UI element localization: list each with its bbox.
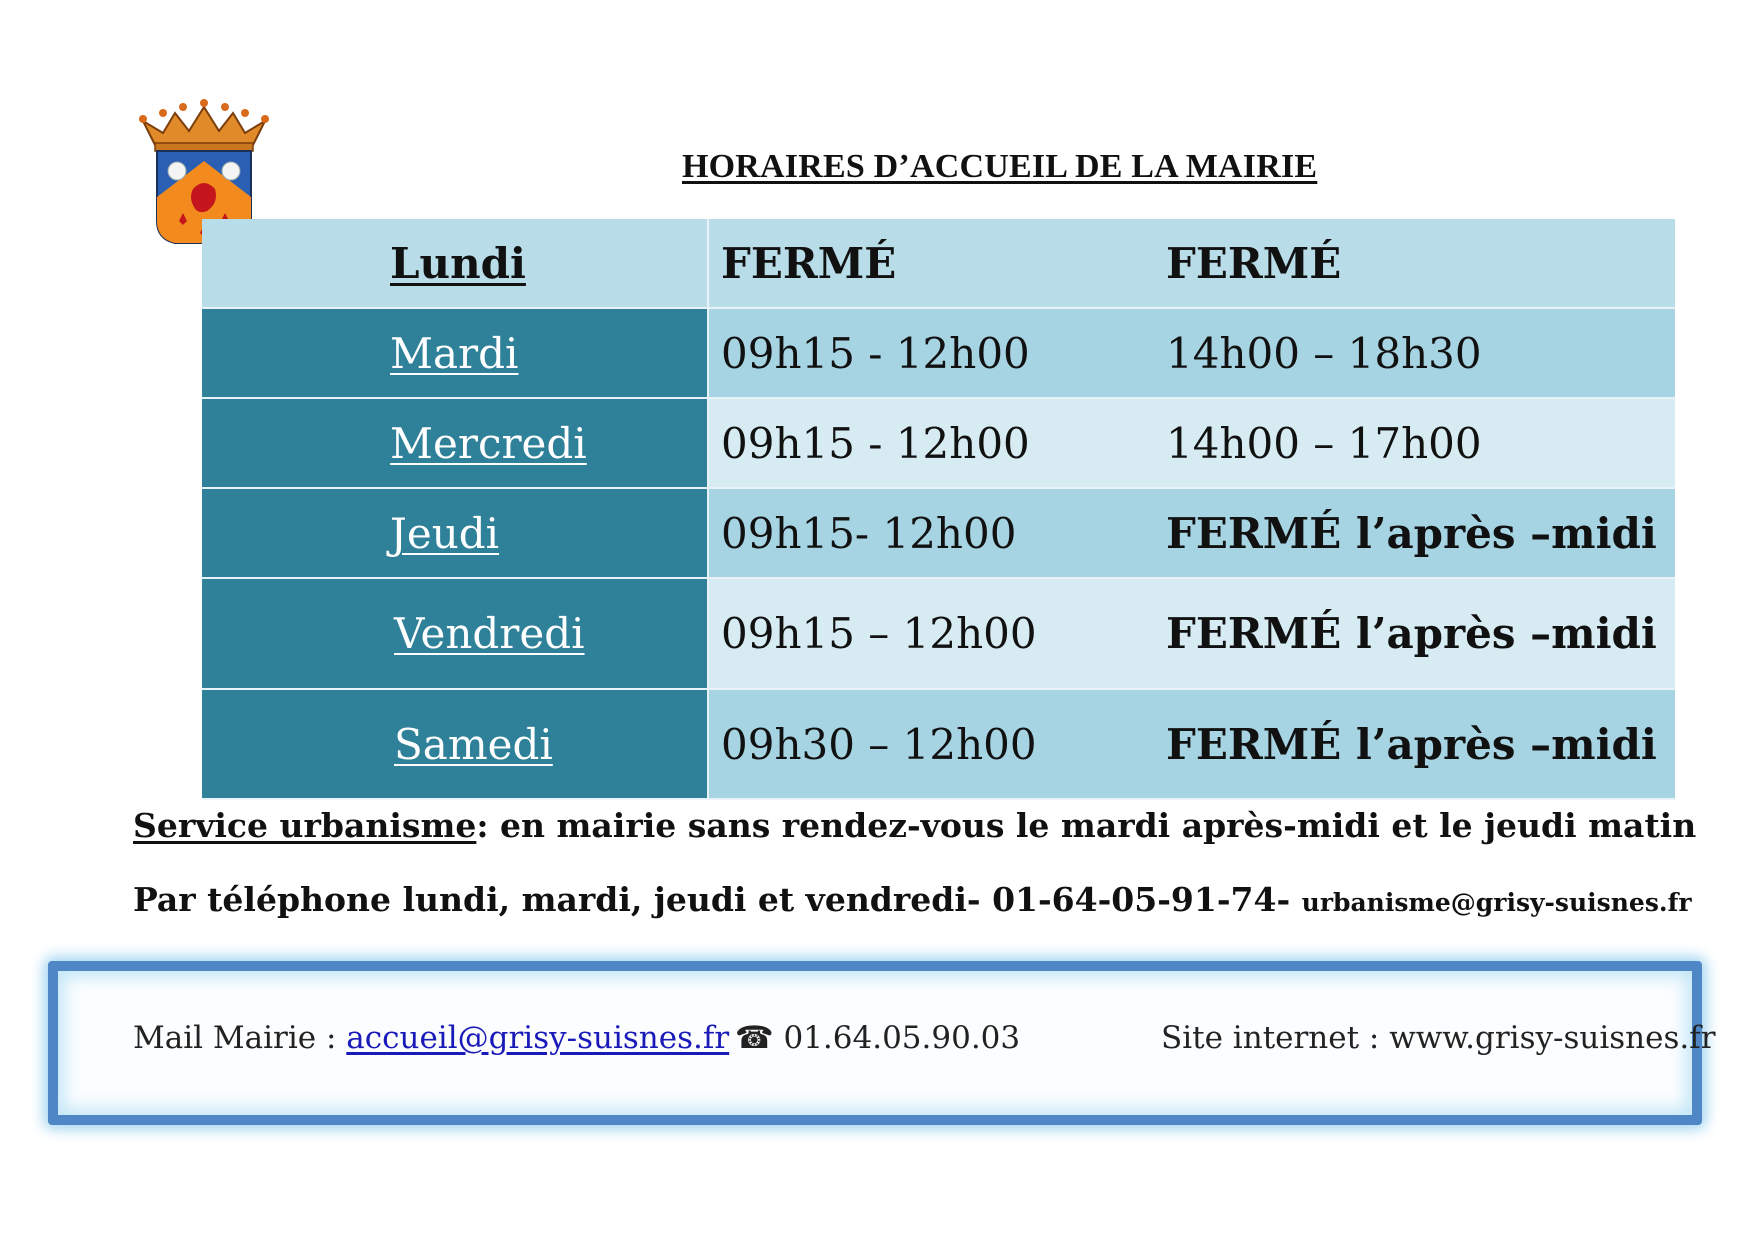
mail-link[interactable]: accueil@grisy-suisnes.fr bbox=[346, 1020, 730, 1056]
urbanism-service-note bbox=[133, 806, 1696, 845]
morning-hours: 09h15 - 12h00 bbox=[708, 308, 1154, 398]
phone-contact bbox=[735, 1020, 1020, 1056]
opening-hours-table bbox=[202, 219, 1675, 800]
afternoon-hours: 14h00 – 18h30 bbox=[1154, 308, 1675, 398]
phone-number: 01.64.05.90.03 bbox=[773, 1020, 1021, 1056]
afternoon-hours: FERMÉ l’après –midi bbox=[1154, 578, 1675, 689]
day-cell: Mardi bbox=[202, 308, 708, 398]
table-row bbox=[202, 488, 1675, 578]
afternoon-hours: FERMÉ l’après –midi bbox=[1154, 488, 1675, 578]
day-cell: Vendredi bbox=[202, 578, 708, 689]
table-row bbox=[202, 689, 1675, 799]
afternoon-hours: 14h00 – 17h00 bbox=[1154, 398, 1675, 488]
urbanism-email: urbanisme@grisy-suisnes.fr bbox=[1301, 888, 1692, 917]
urbanism-phone-note bbox=[133, 880, 1692, 919]
urbanism-service-text: : en mairie sans rendez-vous le mardi après-midi et le jeudi matin bbox=[476, 806, 1697, 845]
table-row bbox=[202, 398, 1675, 488]
afternoon-hours: FERMÉ l’après –midi bbox=[1154, 689, 1675, 799]
morning-hours: 09h15 – 12h00 bbox=[708, 578, 1154, 689]
morning-hours: FERMÉ bbox=[708, 219, 1154, 308]
urbanism-service-label: Service urbanisme bbox=[133, 806, 477, 845]
day-cell: Mercredi bbox=[202, 398, 708, 488]
website-text: Site internet : www.grisy-suisnes.fr bbox=[1161, 1020, 1716, 1056]
morning-hours: 09h30 – 12h00 bbox=[708, 689, 1154, 799]
urbanism-phone-text: Par téléphone lundi, mardi, jeudi et vendredi- 01-64-05-91-74- bbox=[133, 880, 1302, 919]
page-title: HORAIRES D’ACCUEIL DE LA MAIRIE bbox=[682, 148, 1318, 185]
afternoon-hours: FERMÉ bbox=[1154, 219, 1675, 308]
morning-hours: 09h15- 12h00 bbox=[708, 488, 1154, 578]
mail-label: Mail Mairie : bbox=[133, 1020, 347, 1056]
day-cell: Jeudi bbox=[202, 488, 708, 578]
morning-hours: 09h15 - 12h00 bbox=[708, 398, 1154, 488]
day-cell: Samedi bbox=[202, 689, 708, 799]
table-row bbox=[202, 219, 1675, 308]
day-cell: Lundi bbox=[202, 219, 708, 308]
table-row bbox=[202, 308, 1675, 398]
telephone-icon: ☎ bbox=[735, 1020, 774, 1056]
mail-contact bbox=[133, 1020, 729, 1056]
crown-icon bbox=[139, 99, 269, 151]
table-row bbox=[202, 578, 1675, 689]
